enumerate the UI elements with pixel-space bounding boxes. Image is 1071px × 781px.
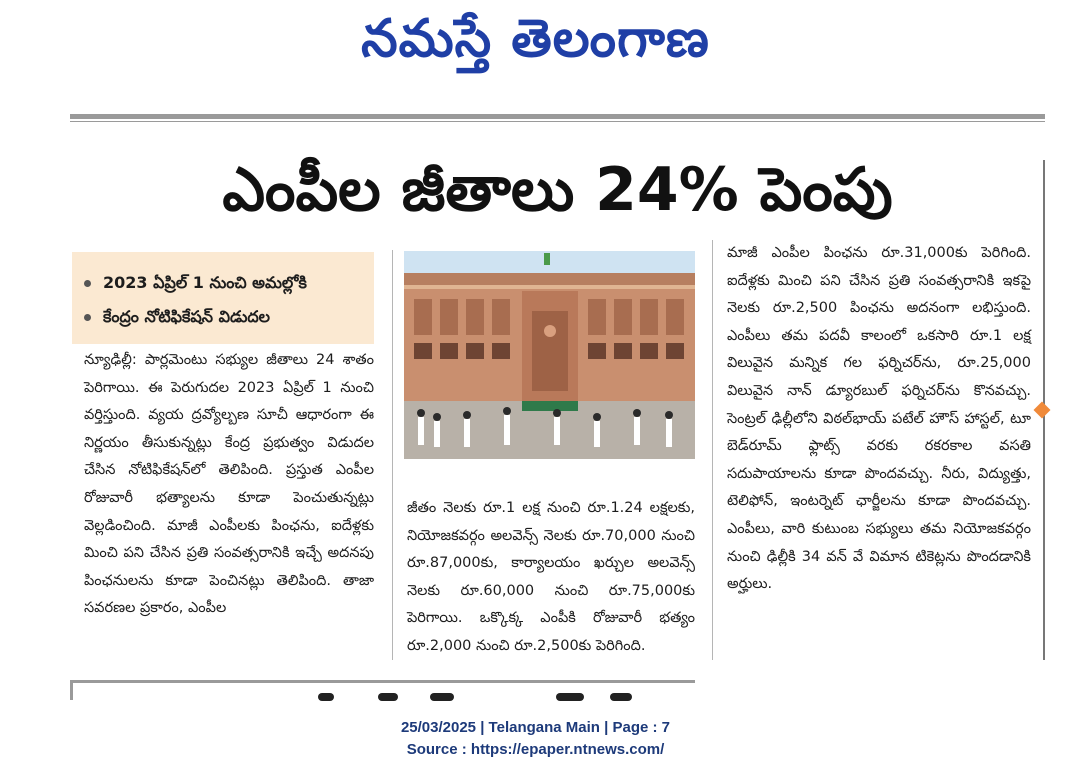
article-column-3: మాజీ ఎంపీల పింఛను రూ.31,000కు పెరిగింది. ఐదేళ్లకు మించి పని చేసిన ప్రతి సంవత్సరానికి ఇకపై నెలకు రూ.2,500 పింఛను అదనంగా లభిస్తుంది. ఎంపీలు తమ పదవీ కాలంలో ఒకసారి రూ.1 లక్ష విలువైన మన్నిక గల ఫర్నిచర్‌ను, రూ.25,000 విలువైన నాన్ డ్యూరబుల్ ఫర్నిచర్‌ను కొనవచ్చు. సెంట్రల్ ఢిల్లీలోని విఠల్‌భాయ్ పటేల్ హౌస్ హాస్టల్, టూ బెడ్‌రూమ్ ఫ్లాట్స్ వరకు రకరకాల వసతి సదుపాయాలను కూడా పొందవచ్చు. నీరు, విద్యుత్తు, టెలిఫోన్, ఇంటర్నెట్ ఛార్జీలను కూడా పొందవచ్చు. ఎంపీలు, వారి కుటుంబ సభ్యులు తమ నియోజకవర్గం నుంచి ఢిల్లీకి 34 వన్ వే విమాన టికెట్లను పొందడానికి అర్హులు. [727, 245, 1031, 593]
next-headline-fragment [378, 693, 398, 701]
diamond-marker-icon [1034, 402, 1051, 419]
parliament-building-image [404, 251, 695, 459]
next-headline-fragment [318, 693, 334, 701]
highlight-text: 2023 ఏప్రిల్ 1 నుంచి అమల్లోకి [103, 273, 307, 292]
footer-source-link[interactable]: Source : https://epaper.ntnews.com/ [406, 741, 665, 758]
next-article-divider-edge [70, 680, 73, 700]
footer-edition-info: 25/03/2025 | Telangana Main | Page : 7 [400, 719, 671, 736]
article-column-2: జీతం నెలకు రూ.1 లక్ష నుంచి రూ.1.24 లక్షలకు, నియోజకవర్గం అలవెన్స్ నెలకు రూ.70,000 నుంచి రూ.87,000కు, కార్యాలయం ఖర్చుల అలవెన్స్ నెలకు రూ.60,000 నుంచి రూ.75,000కు పెరిగాయి. ఒక్కొక్క ఎంపీకి రోజువారీ భత్యం రూ.2,000 నుంచి రూ.2,500కు పెరిగింది. [407, 500, 695, 654]
column-divider [712, 240, 713, 660]
bullet-icon [84, 314, 91, 321]
column-divider [392, 250, 393, 660]
masthead-divider-thin [70, 121, 1045, 122]
bullet-icon [84, 280, 91, 287]
article-headline: ఎంపీల జీతాలు 24% పెంపు [222, 155, 893, 225]
masthead-divider [70, 114, 1045, 119]
highlights-box [72, 252, 374, 344]
highlight-text: కేంద్రం నోటిఫికేషన్ విడుదల [103, 307, 270, 326]
next-headline-fragment [430, 693, 454, 701]
next-article-divider [70, 680, 695, 683]
highlight-item [84, 300, 364, 334]
masthead-logo: నమస్తే తెలంగాణ [361, 9, 710, 69]
article-column-1: న్యూఢిల్లీ: పార్లమెంటు సభ్యుల జీతాలు 24 శాతం పెరిగాయి. ఈ పెరుగుదల 2023 ఏప్రిల్ 1 నుంచి వర్తిస్తుంది. వ్యయ ద్రవ్యోల్బణ సూచీ ఆధారంగా ఈ నిర్ణయం తీసుకున్నట్లు కేంద్ర ప్రభుత్వం విడుదల చేసిన నోటిఫికేషన్‌లో తెలిపింది. ప్రస్తుత ఎంపీల రోజువారీ భత్యాలను కూడా పెంచుతున్నట్లు వెల్లడించింది. మాజీ ఎంపీలకు పింఛను, ఐదేళ్లకు మించి పని చేసిన ప్రతి సంవత్సరానికి ఇచ్చే అదనపు పింఛనులను కూడా పెంచినట్లు తెలిపింది. తాజా సవరణల ప్రకారం, ఎంపీల [84, 352, 374, 617]
next-headline-fragment [556, 693, 584, 701]
parliament-photo [404, 251, 695, 459]
highlight-item [84, 266, 364, 300]
next-headline-fragment [610, 693, 632, 701]
